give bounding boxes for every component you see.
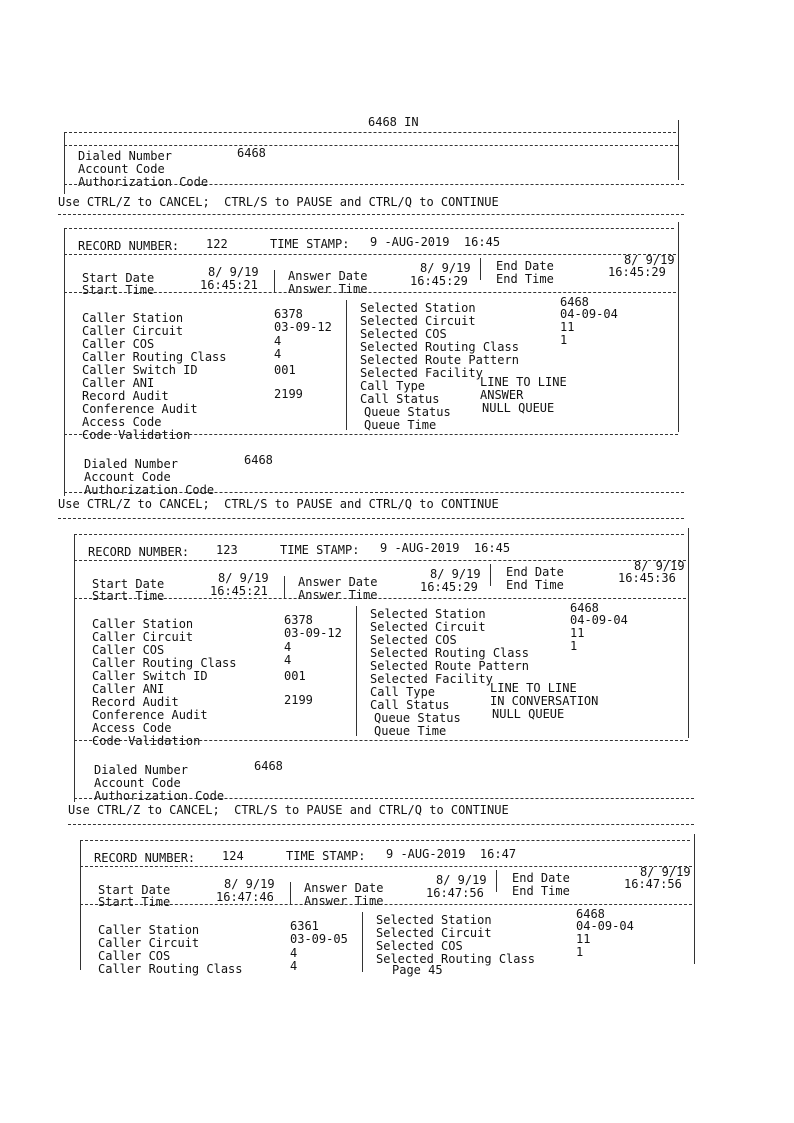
end-date-label: End Date bbox=[496, 259, 554, 273]
answer-date-label: Answer Date bbox=[304, 881, 384, 895]
divider bbox=[64, 228, 674, 229]
end-date-label: End Date bbox=[506, 565, 564, 579]
start-time-label: Start Time bbox=[98, 895, 171, 909]
caller-ani-label: Caller ANI bbox=[82, 376, 155, 390]
divider bbox=[274, 270, 275, 292]
divider bbox=[74, 598, 686, 599]
end-date-value: 8/ 9/19 bbox=[640, 865, 691, 879]
selected-cos-value: 11 bbox=[570, 626, 585, 640]
start-time-value: 16:45:21 bbox=[210, 584, 268, 598]
queue-time-label: Queue Time bbox=[364, 418, 437, 432]
divider bbox=[678, 222, 679, 432]
end-time-label: End Time bbox=[512, 884, 570, 898]
start-date-label: Start Date bbox=[82, 271, 155, 285]
divider bbox=[58, 214, 684, 215]
time-stamp-label: TIME STAMP: bbox=[286, 849, 366, 863]
start-date-value: 8/ 9/19 bbox=[208, 265, 259, 279]
call-type-label: Call Type bbox=[370, 685, 436, 699]
queue-status-value: NULL QUEUE bbox=[482, 401, 555, 415]
caller-circuit-value: 03-09-12 bbox=[274, 320, 332, 334]
dialed-number-value: 6468 bbox=[244, 453, 273, 467]
selected-station-label: Selected Station bbox=[376, 913, 492, 927]
caller-cos-value: 4 bbox=[290, 946, 298, 960]
divider bbox=[290, 882, 291, 904]
dialed-number-label: Dialed Number bbox=[84, 457, 178, 471]
end-time-value: 16:45:29 bbox=[608, 265, 666, 279]
call-status-value: ANSWER bbox=[480, 388, 524, 402]
end-time-label: End Time bbox=[506, 578, 564, 592]
answer-date-label: Answer Date bbox=[288, 269, 368, 283]
call-type-value: LINE TO LINE bbox=[480, 375, 567, 389]
caller-station-value: 6378 bbox=[274, 307, 303, 321]
call-type-label: Call Type bbox=[360, 379, 426, 393]
caller-cos-label: Caller COS bbox=[82, 337, 155, 351]
divider bbox=[80, 840, 81, 970]
divider bbox=[284, 576, 285, 598]
access-code-label: Access Code bbox=[92, 721, 172, 735]
selected-cos-label: Selected COS bbox=[370, 633, 457, 647]
conference-audit-label: Conference Audit bbox=[82, 402, 198, 416]
caller-station-value: 6361 bbox=[290, 919, 319, 933]
record-number-label: RECORD NUMBER: bbox=[78, 239, 180, 253]
start-date-label: Start Date bbox=[98, 883, 171, 897]
answer-date-value: 8/ 9/19 bbox=[420, 261, 471, 275]
record-number-value: 124 bbox=[222, 849, 244, 863]
code-validation-label: Code Validation bbox=[92, 734, 201, 748]
record-audit-value: 2199 bbox=[274, 387, 303, 401]
caller-station-value: 6378 bbox=[284, 613, 313, 627]
record-number-value: 123 bbox=[216, 543, 238, 557]
divider bbox=[74, 534, 684, 535]
end-time-value: 16:47:56 bbox=[624, 877, 682, 891]
record-number-value: 122 bbox=[206, 237, 228, 251]
start-time-value: 16:47:46 bbox=[216, 890, 274, 904]
divider bbox=[80, 866, 692, 867]
divider bbox=[362, 912, 363, 972]
answer-time-value: 16:45:29 bbox=[410, 274, 468, 288]
caller-station-label: Caller Station bbox=[92, 617, 194, 631]
start-date-value: 8/ 9/19 bbox=[218, 571, 269, 585]
continue-message: Use CTRL/Z to CANCEL; CTRL/S to PAUSE and CTRL/Q to CONTINUE bbox=[58, 497, 499, 511]
divider bbox=[678, 120, 679, 180]
dialed-number-label: Dialed Number bbox=[94, 763, 188, 777]
continue-message: Use CTRL/Z to CANCEL; CTRL/S to PAUSE and CTRL/Q to CONTINUE bbox=[68, 803, 509, 817]
time-stamp-label: TIME STAMP: bbox=[280, 543, 360, 557]
record-number-label: RECORD NUMBER: bbox=[88, 545, 190, 559]
end-date-value: 8/ 9/19 bbox=[634, 559, 685, 573]
selected-circuit-label: Selected Circuit bbox=[376, 926, 492, 940]
account-code-label: Account Code bbox=[94, 776, 181, 790]
answer-date-value: 8/ 9/19 bbox=[436, 873, 487, 887]
divider bbox=[64, 184, 684, 185]
divider bbox=[58, 518, 684, 519]
call-status-label: Call Status bbox=[360, 392, 440, 406]
caller-routing-class-value: 4 bbox=[284, 653, 292, 667]
conference-audit-label: Conference Audit bbox=[92, 708, 208, 722]
record-audit-value: 2199 bbox=[284, 693, 313, 707]
selected-routing-class-value: 1 bbox=[570, 639, 578, 653]
selected-routing-class-label: Selected Routing Class bbox=[376, 952, 535, 966]
time-stamp-value: 9 -AUG-2019 16:45 bbox=[380, 541, 511, 555]
code-validation-label: Code Validation bbox=[82, 428, 191, 442]
answer-time-value: 16:45:29 bbox=[420, 580, 478, 594]
selected-circuit-value: 04-09-04 bbox=[560, 307, 618, 321]
caller-routing-class-value: 4 bbox=[290, 959, 298, 973]
page-number: Page 45 bbox=[392, 963, 443, 977]
caller-routing-class-value: 4 bbox=[274, 347, 282, 361]
divider bbox=[496, 870, 497, 892]
start-date-value: 8/ 9/19 bbox=[224, 877, 275, 891]
selected-routing-class-value: 1 bbox=[560, 333, 568, 347]
divider bbox=[68, 824, 694, 825]
record-audit-label: Record Audit bbox=[82, 389, 169, 403]
divider bbox=[64, 145, 678, 146]
record-number-label: RECORD NUMBER: bbox=[94, 851, 196, 865]
selected-circuit-label: Selected Circuit bbox=[360, 314, 476, 328]
selected-route-pattern-label: Selected Route Pattern bbox=[360, 353, 519, 367]
caller-switch-id-label: Caller Switch ID bbox=[82, 363, 198, 377]
start-time-value: 16:45:21 bbox=[200, 278, 258, 292]
selected-cos-label: Selected COS bbox=[376, 939, 463, 953]
start-time-label: Start Time bbox=[92, 589, 165, 603]
end-date-label: End Date bbox=[512, 871, 570, 885]
caller-cos-value: 4 bbox=[284, 640, 292, 654]
authorization-code-label: Authorization Code bbox=[84, 483, 215, 497]
caller-ani-label: Caller ANI bbox=[92, 682, 165, 696]
caller-switch-id-label: Caller Switch ID bbox=[92, 669, 208, 683]
divider bbox=[64, 292, 676, 293]
divider bbox=[64, 228, 65, 496]
caller-circuit-label: Caller Circuit bbox=[82, 324, 184, 338]
divider bbox=[356, 606, 357, 736]
dialed-number-value: 6468 bbox=[237, 146, 266, 160]
selected-cos-value: 11 bbox=[560, 320, 575, 334]
page-header: 6468 IN bbox=[368, 115, 419, 129]
time-stamp-value: 9 -AUG-2019 16:45 bbox=[370, 235, 501, 249]
dialed-number-value: 6468 bbox=[254, 759, 283, 773]
start-time-label: Start Time bbox=[82, 283, 155, 297]
call-type-value: LINE TO LINE bbox=[490, 681, 577, 695]
selected-routing-class-value: 1 bbox=[576, 945, 584, 959]
caller-circuit-value: 03-09-05 bbox=[290, 932, 348, 946]
answer-time-value: 16:47:56 bbox=[426, 886, 484, 900]
divider bbox=[346, 300, 347, 430]
divider bbox=[74, 534, 75, 802]
caller-station-label: Caller Station bbox=[98, 923, 200, 937]
access-code-label: Access Code bbox=[82, 415, 162, 429]
caller-routing-class-label: Caller Routing Class bbox=[82, 350, 227, 364]
queue-status-label: Queue Status bbox=[364, 405, 451, 419]
selected-station-label: Selected Station bbox=[370, 607, 486, 621]
selected-station-label: Selected Station bbox=[360, 301, 476, 315]
queue-time-label: Queue Time bbox=[374, 724, 447, 738]
caller-switch-id-value: 001 bbox=[284, 669, 306, 683]
start-date-label: Start Date bbox=[92, 577, 165, 591]
divider bbox=[490, 564, 491, 586]
divider bbox=[688, 528, 689, 738]
selected-routing-class-label: Selected Routing Class bbox=[370, 646, 529, 660]
selected-cos-value: 11 bbox=[576, 932, 591, 946]
selected-route-pattern-label: Selected Route Pattern bbox=[370, 659, 529, 673]
divider bbox=[64, 254, 676, 255]
authorization-code-label: Authorization Code bbox=[78, 175, 209, 189]
selected-station-value: 6468 bbox=[570, 601, 599, 615]
account-code-label: Account Code bbox=[78, 162, 165, 176]
selected-facility-label: Selected Facility bbox=[370, 672, 493, 686]
divider bbox=[74, 560, 686, 561]
end-time-value: 16:45:36 bbox=[618, 571, 676, 585]
selected-routing-class-label: Selected Routing Class bbox=[360, 340, 519, 354]
continue-message: Use CTRL/Z to CANCEL; CTRL/S to PAUSE and CTRL/Q to CONTINUE bbox=[58, 195, 499, 209]
account-code-label: Account Code bbox=[84, 470, 171, 484]
time-stamp-value: 9 -AUG-2019 16:47 bbox=[386, 847, 517, 861]
caller-cos-value: 4 bbox=[274, 334, 282, 348]
divider bbox=[694, 834, 695, 964]
caller-cos-label: Caller COS bbox=[92, 643, 165, 657]
caller-switch-id-value: 001 bbox=[274, 363, 296, 377]
divider bbox=[80, 904, 692, 905]
end-date-value: 8/ 9/19 bbox=[624, 253, 675, 267]
caller-routing-class-label: Caller Routing Class bbox=[92, 656, 237, 670]
caller-station-label: Caller Station bbox=[82, 311, 184, 325]
divider bbox=[480, 258, 481, 280]
selected-circuit-label: Selected Circuit bbox=[370, 620, 486, 634]
caller-circuit-label: Caller Circuit bbox=[98, 936, 200, 950]
selected-facility-label: Selected Facility bbox=[360, 366, 483, 380]
answer-date-label: Answer Date bbox=[298, 575, 378, 589]
record-audit-label: Record Audit bbox=[92, 695, 179, 709]
call-status-label: Call Status bbox=[370, 698, 450, 712]
answer-time-label: Answer Time bbox=[298, 588, 378, 602]
selected-station-value: 6468 bbox=[560, 295, 589, 309]
authorization-code-label: Authorization Code bbox=[94, 789, 225, 803]
end-time-label: End Time bbox=[496, 272, 554, 286]
selected-circuit-value: 04-09-04 bbox=[570, 613, 628, 627]
caller-circuit-value: 03-09-12 bbox=[284, 626, 342, 640]
answer-date-value: 8/ 9/19 bbox=[430, 567, 481, 581]
answer-time-label: Answer Time bbox=[288, 282, 368, 296]
selected-station-value: 6468 bbox=[576, 907, 605, 921]
selected-circuit-value: 04-09-04 bbox=[576, 919, 634, 933]
selected-cos-label: Selected COS bbox=[360, 327, 447, 341]
divider bbox=[64, 132, 676, 133]
caller-routing-class-label: Caller Routing Class bbox=[98, 962, 243, 976]
divider bbox=[80, 840, 690, 841]
caller-circuit-label: Caller Circuit bbox=[92, 630, 194, 644]
call-status-value: IN CONVERSATION bbox=[490, 694, 599, 708]
caller-cos-label: Caller COS bbox=[98, 949, 171, 963]
queue-status-value: NULL QUEUE bbox=[492, 707, 565, 721]
queue-status-label: Queue Status bbox=[374, 711, 461, 725]
dialed-number-label: Dialed Number bbox=[78, 149, 172, 163]
answer-time-label: Answer Time bbox=[304, 894, 384, 908]
time-stamp-label: TIME STAMP: bbox=[270, 237, 350, 251]
